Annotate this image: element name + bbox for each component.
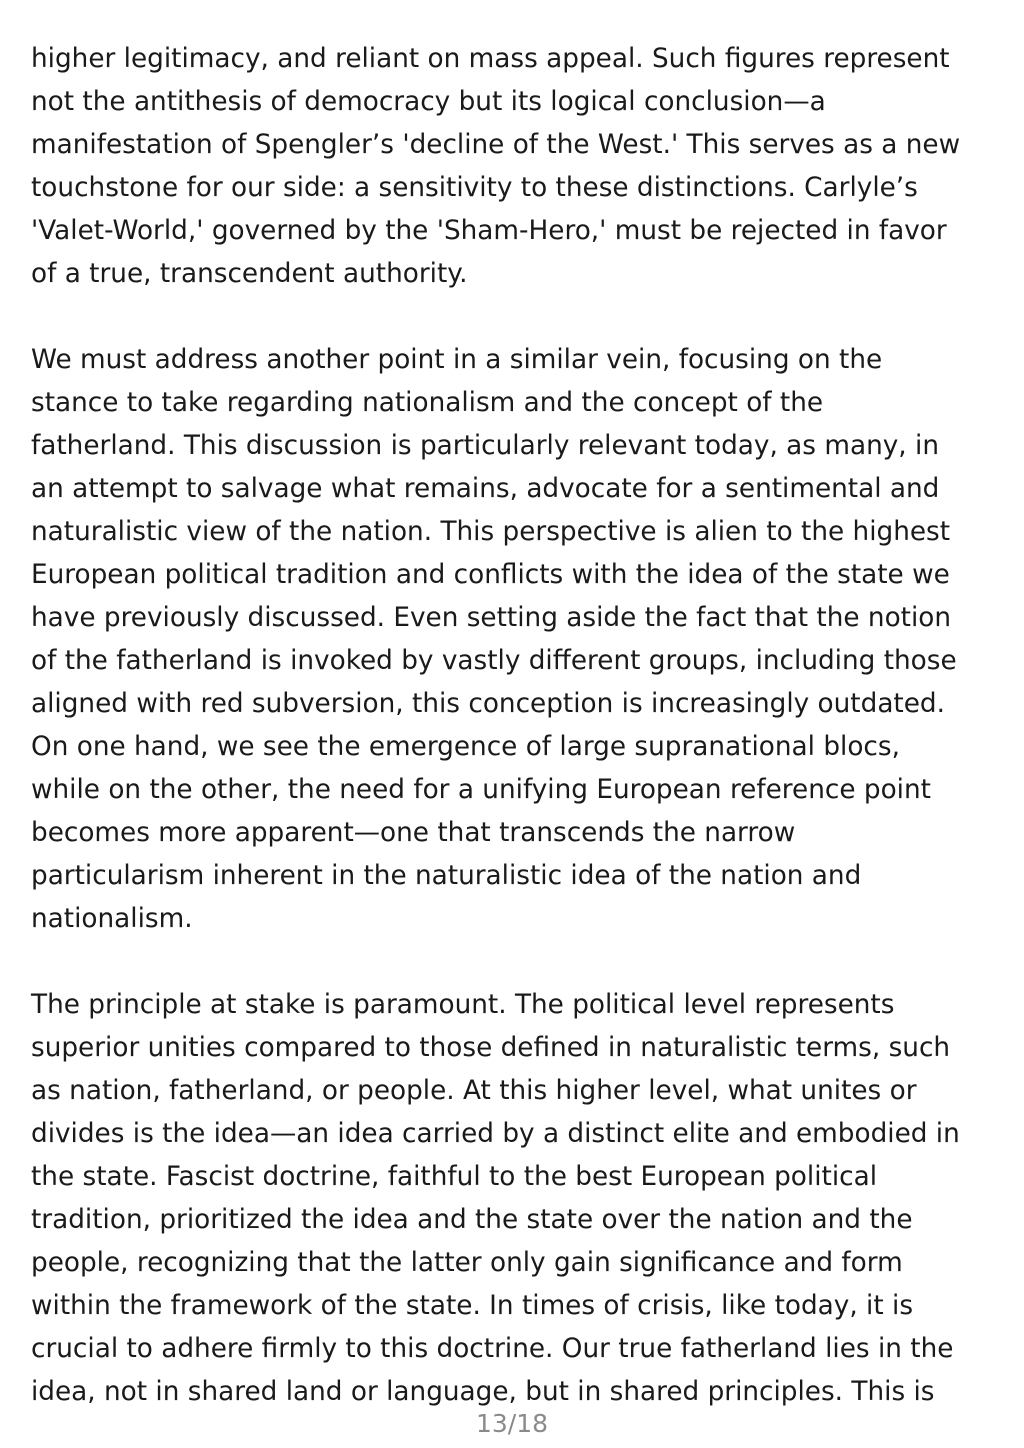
page-indicator: 13/18 [475, 1409, 549, 1438]
paragraph-3: The principle at stake is paramount. The political level represents superior unities compared to those defined in naturalistic terms, such as nation, fatherland, or people. At this higher level, what unites or divides is the idea—an idea carried by a distinct elite and embodied in the state. Fascist doctrine, faithful to the best European political tradition, prioritized the idea and the state over the nation and the people, recognizing that the latter only gain significance and form within the framework of the state. In times of crisis, like today, it is crucial to adhere firmly to this doctrine. Our true fatherland lies in the idea, not in shared land or language, but in shared principles. This is [31, 990, 960, 1407]
paragraph-1: higher legitimacy, and reliant on mass appeal. Such figures represent not the antithesis of democracy but its logical conclusion—a manifestation of Spengler’s 'decline of the West.' This serves as a new touchstone for our side: a sensitivity to these distinctions. Carlyle’s 'Valet-World,' governed by the 'Sham-Hero,' must be rejected in favor of a true, transcendent authority. [31, 44, 961, 289]
paragraph-2: We must address another point in a similar vein, focusing on the stance to take regarding nationalism and the concept of the fatherland. This discussion is particularly relevant today, as many, in an attempt to salvage what remains, advocate for a sentimental and naturalistic view of the nation. This perspective is alien to the highest European political tradition and conflicts with the idea of the state we have previously discussed. Even setting aside the fact that the notion of the fatherland is invoked by vastly different groups, including those aligned with red subversion, this conception is increasingly outdated. On one hand, we see the emergence of large supranational blocs, while on the other, the need for a unifying European reference point becomes more apparent—one that transcends the narrow particularism inherent in the naturalistic idea of the nation and nationalism. [31, 345, 957, 934]
document-body [31, 38, 996, 1414]
